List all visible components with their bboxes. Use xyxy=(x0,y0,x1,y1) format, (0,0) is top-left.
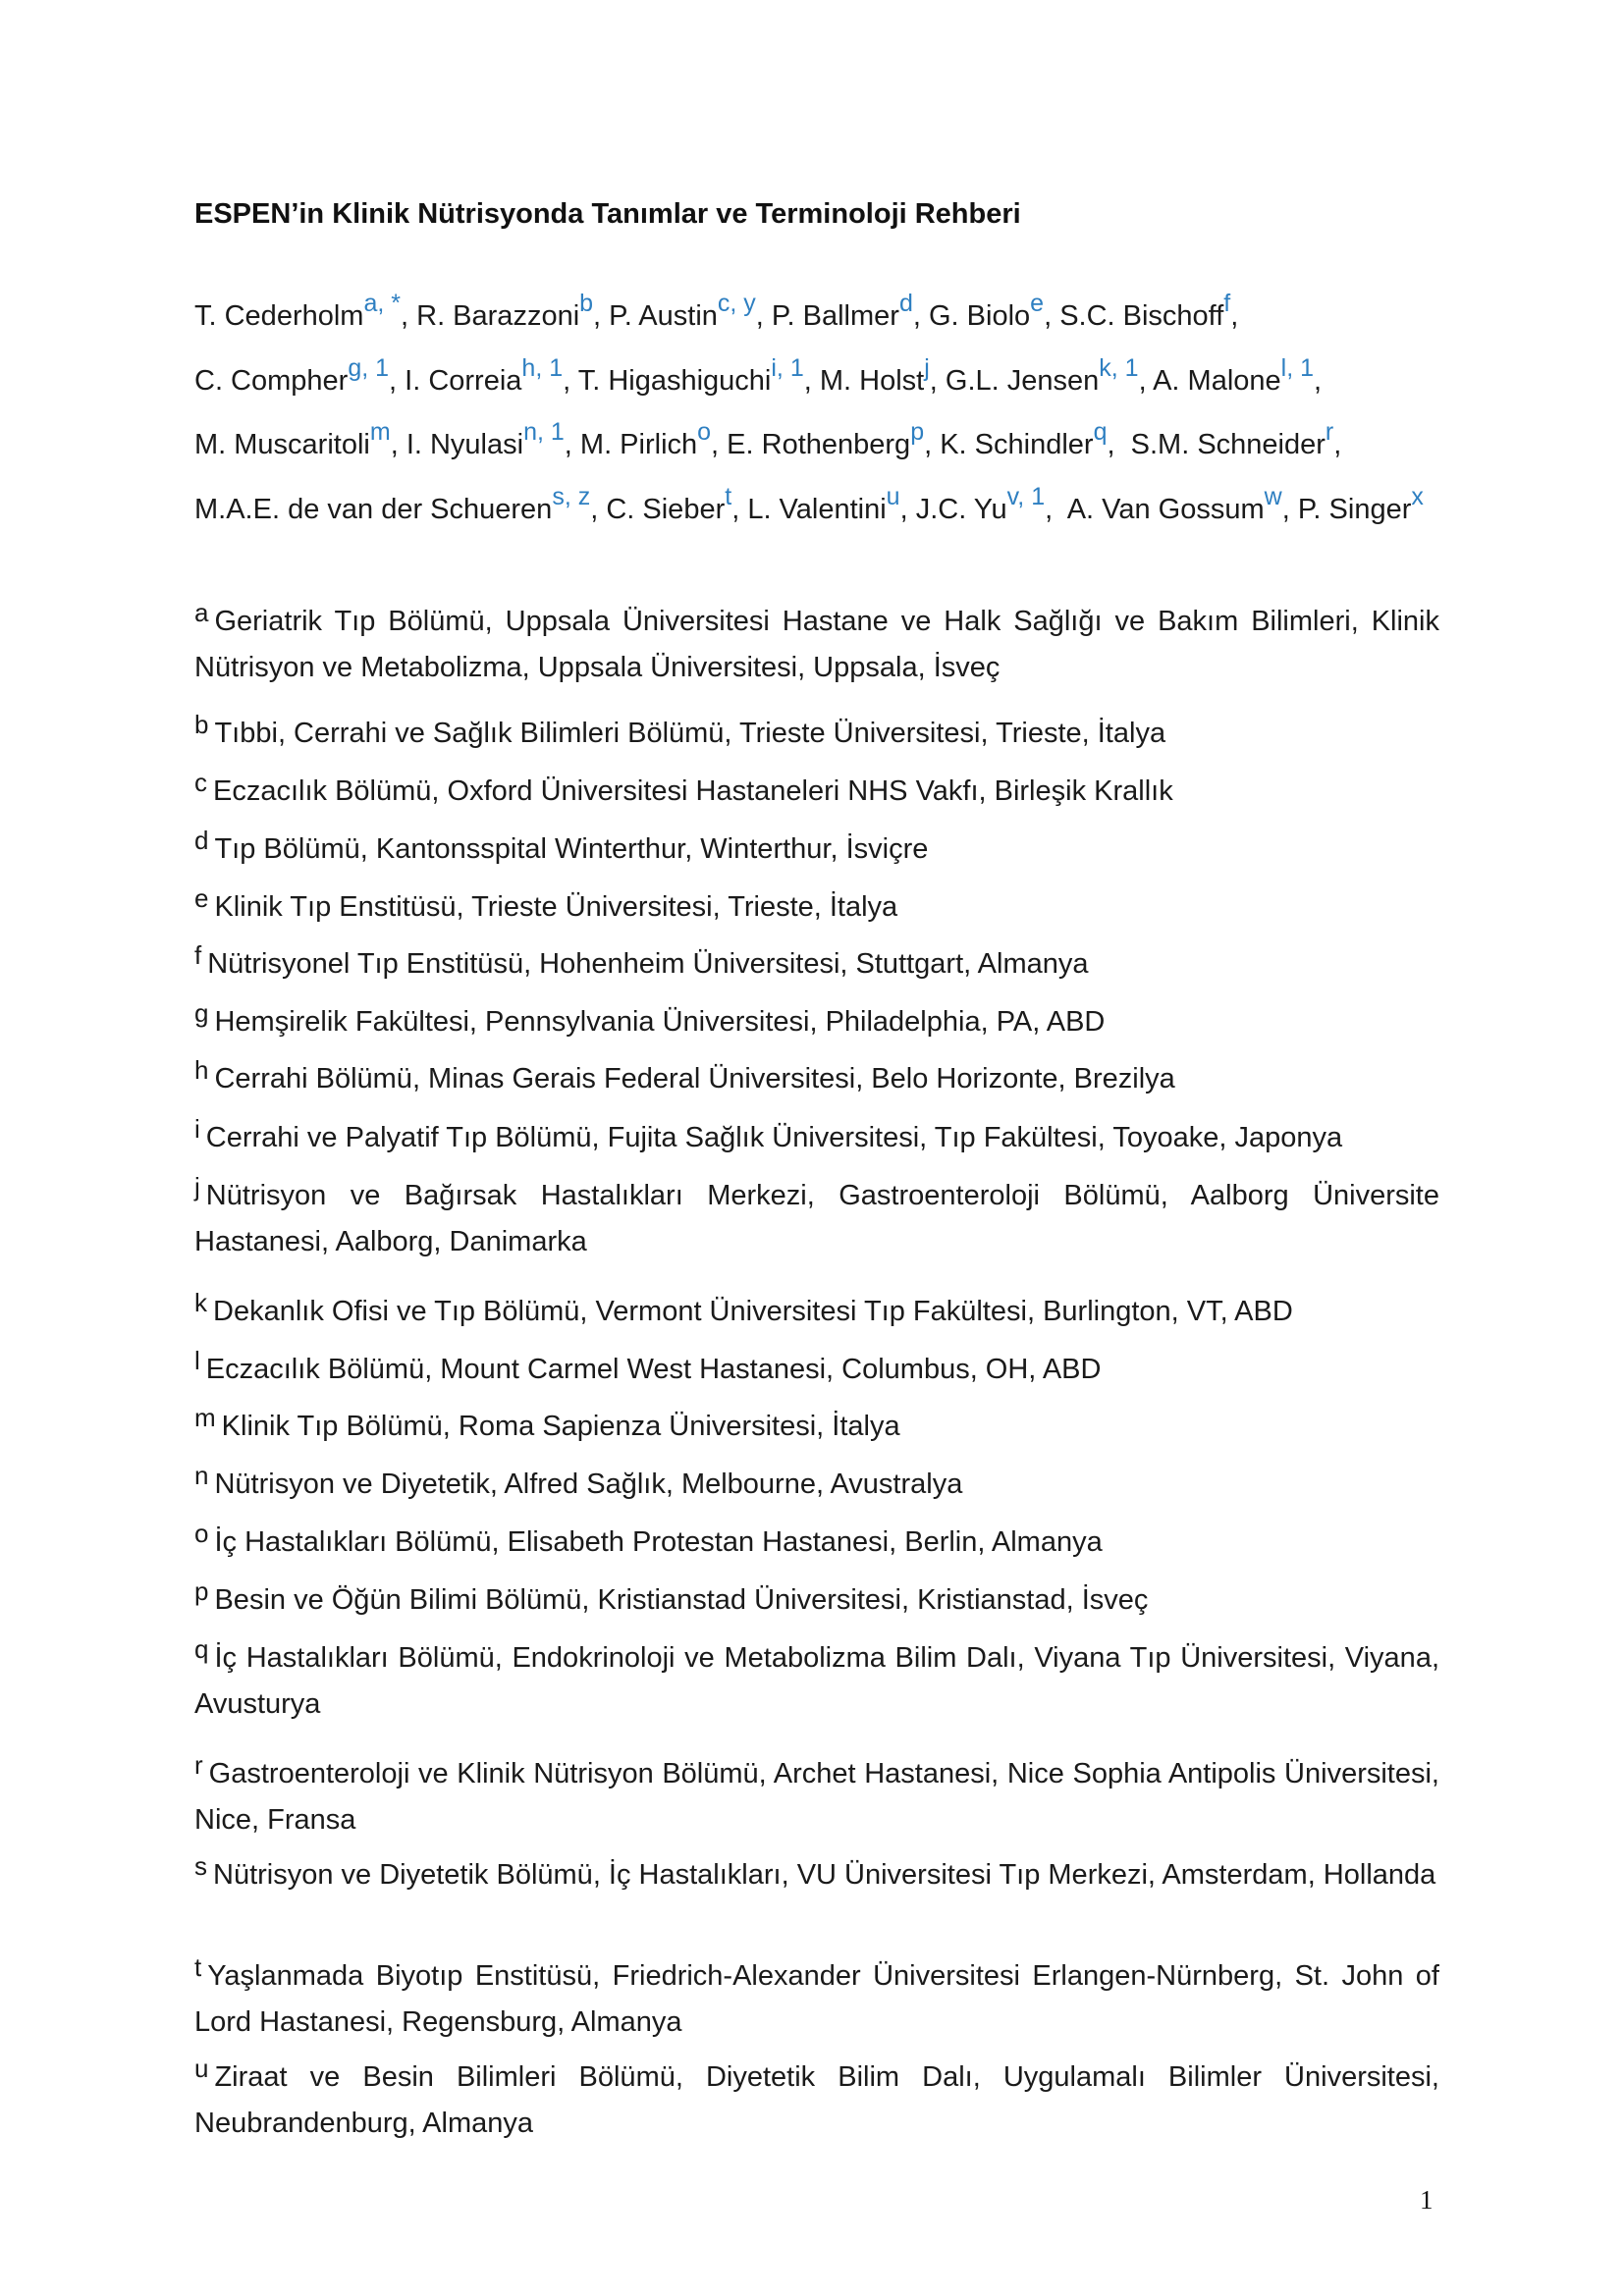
author-name: I. Nyulasi xyxy=(406,429,524,460)
affiliation-entry xyxy=(194,2055,1439,2147)
author-list xyxy=(194,285,1439,542)
author-separator: , xyxy=(711,429,728,460)
affiliation-marker: m xyxy=(369,418,391,446)
affiliation-marker: n, 1 xyxy=(523,418,565,446)
affiliation-label: l xyxy=(194,1346,200,1375)
affiliation-text: Gastroenteroloji ve Klinik Nütrisyon Bölümü, Archet Hastanesi, Nice Sophia Antipolis Üniversitesi, Nice, Fransa xyxy=(194,1758,1439,1836)
author-name: K. Schindler xyxy=(940,429,1094,460)
author-separator: , xyxy=(1107,429,1131,460)
author-name: S.M. Schneider xyxy=(1130,429,1325,460)
author-name: T. Cederholm xyxy=(194,300,364,332)
author xyxy=(577,353,804,397)
affiliation-entry xyxy=(194,1635,1439,1728)
author-separator: , xyxy=(1230,300,1255,332)
author-separator: , xyxy=(390,429,406,460)
author-name: C. Compher xyxy=(194,364,349,397)
affiliation-label: f xyxy=(194,940,202,970)
affiliation-text: İç Hastalıkları Bölümü, Endokrinoloji ve Metabolizma Bilim Dalı, Viyana Tıp Üniversitesi, Viyana, Avusturya xyxy=(194,1642,1439,1720)
affiliation-entry xyxy=(194,1404,1439,1450)
affiliation-entry xyxy=(194,1462,1439,1508)
author-name: A. Van Gossum xyxy=(1066,493,1265,525)
author-separator: , xyxy=(924,429,941,460)
affiliation-label: p xyxy=(194,1576,209,1606)
affiliation-text: Cerrahi ve Palyatif Tıp Bölümü, Fujita Sağlık Üniversitesi, Tıp Fakültesi, Toyoake, Japonya xyxy=(205,1122,1343,1153)
author-name: P. Ballmer xyxy=(771,300,899,332)
author xyxy=(915,482,1046,525)
author-separator: , xyxy=(803,364,820,397)
affiliation-label: c xyxy=(194,768,207,797)
affiliation-marker: i, 1 xyxy=(771,353,804,382)
author-name: S.C. Bischoff xyxy=(1059,300,1224,332)
affiliation-text: Nütrisyonel Tıp Enstitüsü, Hohenheim Üniversitesi, Stuttgart, Almanya xyxy=(207,948,1089,980)
affiliation-marker: u xyxy=(886,482,900,510)
affiliation-text: Geriatrik Tıp Bölümü, Uppsala Üniversitesi Hastane ve Halk Sağlığı ve Bakım Bilimleri, Klinik Nütrisyon ve Metabolizma, Uppsala Üniversitesi, Uppsala, İsveç xyxy=(194,606,1439,683)
author-separator: , xyxy=(1333,429,1350,460)
affiliation-label: n xyxy=(194,1461,209,1490)
author xyxy=(579,418,712,460)
author-name: T. Higashiguchi xyxy=(577,364,772,397)
author xyxy=(609,290,756,332)
affiliation-marker: a, * xyxy=(363,290,401,317)
affiliation-marker: o xyxy=(697,418,712,446)
author xyxy=(406,418,565,460)
author-name: C. Sieber xyxy=(606,493,726,525)
affiliation-text: Besin ve Öğün Bilimi Bölümü, Kristianstad Üniversitesi, Kristianstad, İsveç xyxy=(214,1584,1149,1616)
author xyxy=(1297,482,1424,525)
author xyxy=(727,418,925,460)
author-name: J.C. Yu xyxy=(915,493,1007,525)
author-separator: , xyxy=(912,300,929,332)
affiliation-text: Eczacılık Bölümü, Oxford Üniversitesi Hastaneleri NHS Vakfı, Birleşik Krallık xyxy=(213,775,1173,807)
author-name: P. Singer xyxy=(1297,493,1412,525)
document-title: ESPEN’in Klinik Nütrisyonda Tanımlar ve Terminoloji Rehberi xyxy=(194,198,1021,230)
author xyxy=(194,290,401,332)
author-separator: , xyxy=(1314,364,1330,397)
author-separator: , xyxy=(1281,493,1298,525)
affiliation-text: Klinik Tıp Enstitüsü, Trieste Üniversitesi, Trieste, İtalya xyxy=(214,891,898,923)
affiliation-label: s xyxy=(194,1851,207,1881)
affiliation-text: Klinik Tıp Bölümü, Roma Sapienza Üniversitesi, İtalya xyxy=(221,1411,900,1442)
affiliation-marker: s, z xyxy=(552,482,591,510)
author-name: P. Austin xyxy=(609,300,718,332)
affiliation-entry xyxy=(194,884,1439,931)
affiliation-marker: d xyxy=(898,290,913,317)
author-separator: , xyxy=(593,300,610,332)
affiliation-label: r xyxy=(194,1750,203,1780)
affiliation-text: Tıp Bölümü, Kantonsspital Winterthur, Winterthur, İsviçre xyxy=(214,833,929,865)
affiliation-text: Dekanlık Ofisi ve Tıp Bölümü, Vermont Üniversitesi Tıp Fakültesi, Burlington, VT, ABD xyxy=(213,1296,1293,1327)
affiliation-entry xyxy=(194,941,1439,988)
affiliation-text: Eczacılık Bölümü, Mount Carmel West Hastanesi, Columbus, OH, ABD xyxy=(205,1354,1102,1385)
author xyxy=(1066,482,1282,525)
author-name: M. Holst xyxy=(819,364,925,397)
author-separator: , xyxy=(590,493,607,525)
author-name: M.A.E. de van der Schueren xyxy=(194,493,553,525)
affiliation-marker: h, 1 xyxy=(521,353,564,382)
author xyxy=(819,353,930,397)
affiliation-label: i xyxy=(194,1114,200,1144)
author xyxy=(940,418,1108,460)
author-separator: , xyxy=(899,493,916,525)
affiliation-label: m xyxy=(194,1403,216,1432)
affiliation-marker: j xyxy=(924,353,930,382)
affiliation-marker: v, 1 xyxy=(1006,482,1046,510)
affiliation-entry xyxy=(194,827,1439,873)
affiliation-marker: e xyxy=(1030,290,1045,317)
affiliation-text: Yaşlanmada Biyotıp Enstitüsü, Friedrich-Alexander Üniversitesi Erlangen-Nürnberg, St. John of Lord Hastanesi, Regensburg, Almanya xyxy=(194,1960,1439,2038)
affiliation-text: Tıbbi, Cerrahi ve Sağlık Bilimleri Bölümü, Trieste Üniversitesi, Trieste, İtalya xyxy=(214,718,1166,749)
page-number: 1 xyxy=(1420,2185,1434,2215)
author-separator: , xyxy=(929,364,946,397)
affiliation-entry xyxy=(194,1852,1439,1898)
affiliation-label: q xyxy=(194,1634,209,1664)
author xyxy=(194,482,591,525)
affiliation-entry xyxy=(194,1056,1439,1102)
affiliation-label: h xyxy=(194,1055,209,1085)
affiliation-marker: q xyxy=(1093,418,1108,446)
affiliation-marker: g, 1 xyxy=(348,353,390,382)
author xyxy=(1059,290,1231,332)
author-separator: , xyxy=(731,493,748,525)
author-separator: , xyxy=(564,429,580,460)
author-name: M. Pirlich xyxy=(579,429,698,460)
author-separator: , xyxy=(755,300,772,332)
author xyxy=(771,290,913,332)
affiliation-marker: p xyxy=(910,418,925,446)
affiliation-marker: k, 1 xyxy=(1099,353,1139,382)
author-separator: , xyxy=(389,364,406,397)
author-name: M. Muscaritoli xyxy=(194,429,370,460)
author xyxy=(606,482,732,525)
affiliation-entry xyxy=(194,1520,1439,1566)
affiliation-label: g xyxy=(194,998,209,1028)
affiliation-entry xyxy=(194,999,1439,1045)
affiliation-marker: f xyxy=(1223,290,1231,317)
author-name: L. Valentini xyxy=(747,493,887,525)
affiliation-text: Nütrisyon ve Diyetetik, Alfred Sağlık, Melbourne, Avustralya xyxy=(214,1468,963,1500)
affiliation-entry xyxy=(194,769,1439,815)
affiliation-entry xyxy=(194,1577,1439,1624)
affiliation-entry xyxy=(194,1751,1439,1843)
author xyxy=(1153,353,1315,397)
affiliation-text: İç Hastalıkları Bölümü, Elisabeth Protestan Hastanesi, Berlin, Almanya xyxy=(214,1526,1103,1558)
affiliation-entry xyxy=(194,1289,1439,1335)
affiliation-entry xyxy=(194,599,1439,691)
affiliation-text: Ziraat ve Besin Bilimleri Bölümü, Diyetetik Bilim Dalı, Uygulamalı Bilimler Üniversitesi, Neubrandenburg, Almanya xyxy=(194,2061,1439,2139)
affiliation-marker: c, y xyxy=(717,290,756,317)
affiliation-label: e xyxy=(194,883,209,913)
author-separator: , xyxy=(1138,364,1154,397)
author-separator: , xyxy=(401,300,417,332)
author xyxy=(194,418,391,460)
affiliation-text: Nütrisyon ve Diyetetik Bölümü, İç Hastalıkları, VU Üniversitesi Tıp Merkezi, Amsterdam, Hollanda xyxy=(213,1859,1436,1891)
affiliation-entry xyxy=(194,1953,1439,2046)
affiliation-marker: b xyxy=(579,290,594,317)
author-separator: , xyxy=(1045,493,1067,525)
affiliation-marker: x xyxy=(1411,482,1424,510)
author-name: G. Biolo xyxy=(928,300,1031,332)
author-name: I. Correia xyxy=(405,364,522,397)
affiliation-label: o xyxy=(194,1519,209,1548)
author-name: G.L. Jensen xyxy=(945,364,1100,397)
author-separator: , xyxy=(563,364,578,397)
author-name: E. Rothenberg xyxy=(727,429,911,460)
author xyxy=(928,290,1045,332)
affiliation-marker: t xyxy=(725,482,732,510)
affiliation-label: j xyxy=(194,1172,200,1201)
affiliation-text: Hemşirelik Fakültesi, Pennsylvania Üniversitesi, Philadelphia, PA, ABD xyxy=(214,1006,1106,1038)
affiliation-text: Cerrahi Bölümü, Minas Gerais Federal Üniversitesi, Belo Horizonte, Brezilya xyxy=(214,1063,1175,1095)
author xyxy=(194,353,390,397)
affiliation-label: a xyxy=(194,598,209,627)
author xyxy=(1130,418,1334,460)
affiliation-label: k xyxy=(194,1288,207,1317)
author-name: A. Malone xyxy=(1153,364,1281,397)
author xyxy=(416,290,594,332)
affiliation-entry xyxy=(194,1347,1439,1393)
affiliation-label: u xyxy=(194,2054,209,2083)
affiliation-entry xyxy=(194,711,1439,757)
affiliation-entry xyxy=(194,1173,1439,1265)
affiliation-marker: r xyxy=(1325,418,1334,446)
affiliation-marker: w xyxy=(1264,482,1282,510)
affiliation-entry xyxy=(194,1115,1439,1161)
author-separator: , xyxy=(1044,300,1060,332)
author xyxy=(945,353,1139,397)
affiliation-label: b xyxy=(194,710,209,739)
affiliation-label: t xyxy=(194,1952,202,1982)
author xyxy=(405,353,564,397)
affiliation-label: d xyxy=(194,826,209,855)
author xyxy=(747,482,900,525)
affiliation-marker: l, 1 xyxy=(1280,353,1315,382)
affiliation-text: Nütrisyon ve Bağırsak Hastalıkları Merkezi, Gastroenteroloji Bölümü, Aalborg Üniversite Hastanesi, Aalborg, Danimarka xyxy=(194,1180,1439,1257)
author-name: R. Barazzoni xyxy=(416,300,580,332)
